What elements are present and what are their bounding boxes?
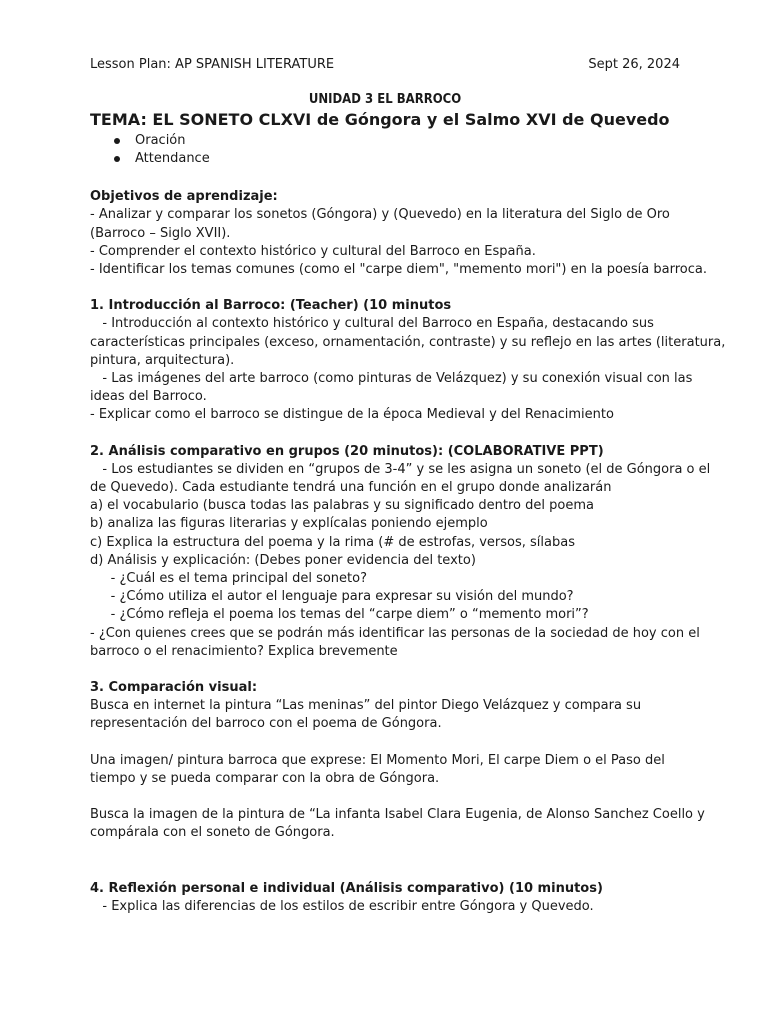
bullet-icon [114,156,120,162]
section-1-line: - Introducción al contexto histórico y cultural del Barroco en España, destacando sus [90,316,654,332]
section-3-line: tiempo y se pueda comparar con la obra de Góngora. [90,770,440,786]
section-2-line: de Quevedo). Cada estudiante tendrá una función en el grupo donde analizarán [90,480,612,496]
section-4-line: - Explica las diferencias de los estilos de escribir entre Góngora y Quevedo. [90,898,594,914]
section-3-line: representación del barroco con el poema de Góngora. [90,716,442,732]
section-4 [90,880,680,916]
section-1-line: pintura, arquitectura). [90,352,235,368]
section-2-line: a) el vocabulario (busca todas las palabras y su significado dentro del poema [90,498,594,514]
objetivos-line: - Comprender el contexto histórico y cultural del Barroco en España. [90,243,536,259]
lesson-plan-label: Lesson Plan: AP SPANISH LITERATURE [90,57,335,72]
section-2-line: b) analiza las figuras literarias y explícalas poniendo ejemplo [90,516,488,532]
section-3-line: Busca la imagen de la pintura de “La infanta Isabel Clara Eugenia, de Alonso Sanchez Coello y [90,807,705,823]
section-2-line: d) Análisis y explicación: (Debes poner evidencia del texto) [90,552,476,568]
objetivos-line: - Analizar y comparar los sonetos (Góngora) y (Quevedo) en la literatura del Siglo de Oro [90,207,670,223]
document-header [90,56,680,74]
unit-title: UNIDAD 3 EL BARROCO [308,92,462,107]
section-1 [90,297,726,424]
objetivos-line: - Identificar los temas comunes (como el "carpe diem", "memento mori") en la poesía barroca. [90,262,707,278]
section-2-line: - Los estudiantes se dividen en “grupos de 3-4” y se les asigna un soneto (el de Góngora o el [90,461,711,477]
section-4-title: 4. Reflexión personal e individual (Análisis comparativo) (10 minutos) [90,880,603,896]
section-1-line: - Las imágenes del arte barroco (como pinturas de Velázquez) y su conexión visual con las [90,371,693,387]
agenda-item [90,132,680,150]
section-2 [90,443,711,661]
agenda-item-label: Oración [135,133,186,149]
date-label: Sept 26, 2024 [588,57,680,72]
document-page [90,56,726,916]
objetivos-title: Objetivos de aprendizaje: [90,189,278,205]
tema-heading: TEMA: EL SONETO CLXVI de Góngora y el Salmo XVI de Quevedo [90,110,670,130]
agenda-item [90,150,680,168]
section-3-line: Busca en internet la pintura “Las meninas” del pintor Diego Velázquez y compara su [90,698,642,714]
section-2-title: 2. Análisis comparativo en grupos (20 minutos): (COLABORATIVE PPT) [90,443,604,459]
section-1-line: ideas del Barroco. [90,389,207,405]
objetivos-line: (Barroco – Siglo XVII). [90,225,231,241]
section-3 [90,679,705,842]
section-2-line: - ¿Cuál es el tema principal del soneto? [90,571,367,587]
section-1-title: 1. Introducción al Barroco: (Teacher) (10 minutos [90,298,452,314]
section-2-line: - ¿Cómo utiliza el autor el lenguaje para expresar su visión del mundo? [90,589,574,605]
section-3-title: 3. Comparación visual: [90,680,258,696]
section-3-line: Una imagen/ pintura barroca que exprese: El Momento Mori, El carpe Diem o el Paso del [90,752,665,768]
bullet-icon [114,138,120,144]
section-2-line: - ¿Con quienes crees que se podrán más identificar las personas de la sociedad de hoy con el [90,625,700,641]
objetivos-section [90,188,707,279]
section-3-line: compárala con el soneto de Góngora. [90,825,335,841]
section-2-line: barroco o el renacimiento? Explica brevemente [90,643,398,659]
agenda-list [90,132,680,168]
section-2-line: - ¿Cómo refleja el poema los temas del “carpe diem” o “memento mori”? [90,607,589,623]
agenda-item-label: Attendance [135,151,210,167]
section-1-line: - Explicar como el barroco se distingue de la época Medieval y del Renacimiento [90,407,614,423]
section-2-line: c) Explica la estructura del poema y la rima (# de estrofas, versos, sílabas [90,534,575,550]
section-1-line: características principales (exceso, ornamentación, contraste) y su reflejo en las artes (literatura, [90,334,726,350]
